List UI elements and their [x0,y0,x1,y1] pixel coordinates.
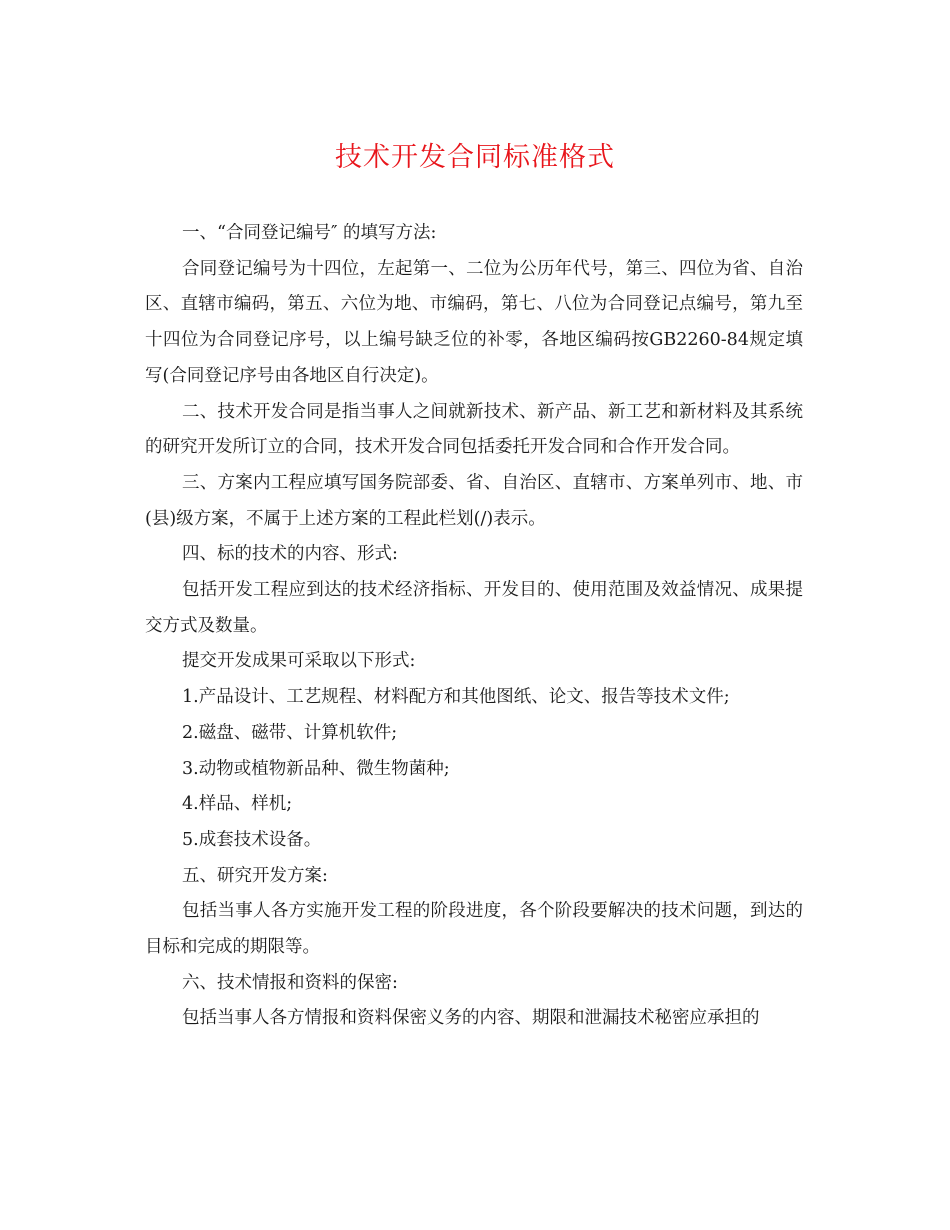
paragraph-section-5-heading: 五、研究开发方案: [182,865,328,886]
list-item-5: 5.成套技术设备。 [182,829,322,850]
document-body [145,216,803,1037]
paragraph-section-4-heading: 四、标的技术的内容、形式: [182,544,398,565]
list-item-3: 3.动物或植物新品种、微生物菌种; [182,758,450,779]
paragraph-section-3: 三、方案内工程应填写国务院部委、省、自治区、直辖市、方案单列市、地、市(县)级方案，不属于上述方案的工程此栏划(/)表示。 [145,472,803,529]
paragraph-deliverable-forms: 提交开发成果可采取以下形式: [182,651,416,672]
paragraph-section-6-heading: 六、技术情报和资料的保密: [182,972,398,993]
paragraph-section-4-content: 包括开发工程应到达的技术经济指标、开发目的、使用范围及效益情况、成果提交方式及数量。 [145,580,803,636]
list-item-1: 1.产品设计、工艺规程、材料配方和其他图纸、论文、报告等技术文件; [182,687,730,708]
paragraph-registration-number: 合同登记编号为十四位，左起第一、二位为公历年代号，第三、四位为省、自治区、直辖市编码，第五、六位为地、市编码，第七、八位为合同登记点编号，第九至十四位为合同登记序号，以上编号缺乏位的补零，各地区编码按GB2260-84规定填写(合同登记序号由各地区自行决定)。 [145,258,803,386]
paragraph-section-1-heading: 一、“合同登记编号″ 的填写方法: [182,223,437,243]
paragraph-section-5-content: 包括当事人各方实施开发工程的阶段进度，各个阶段要解决的技术问题，到达的目标和完成的期限等。 [145,901,803,958]
list-item-2: 2.磁盘、磁带、计算机软件; [182,722,398,743]
document-title: 技术开发合同标准格式 [335,142,615,173]
paragraph-section-2: 二、技术开发合同是指当事人之间就新技术、新产品、新工艺和新材料及其系统的研究开发所订立的合同，技术开发合同包括委托开发合同和合作开发合同。 [145,401,803,458]
list-item-4: 4.样品、样机; [182,794,293,815]
paragraph-section-6-content: 包括当事人各方情报和资料保密义务的内容、期限和泄漏技术秘密应承担的 [182,1008,760,1029]
